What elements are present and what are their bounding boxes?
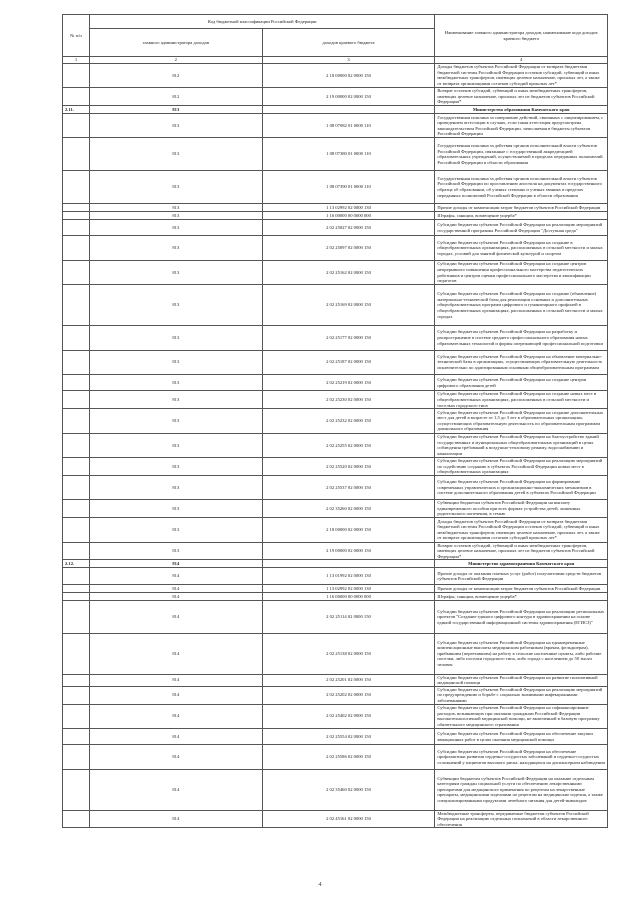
name-cell: Министерство образования Камчатского края [435,105,608,113]
admin-code-cell: 814 [90,810,263,828]
name-cell: Субвенции бюджетам субъектов Российской Федерации на оказание отдельным категориям граждан социальной услуги по обеспечению лекарственными препаратами для медицинского применения по рецептам на лекарственные препараты, медицинскими изделиями по рецептам на медицинские изделия, а также специализированными продуктами лечебного питания для детей-инвалидов [435,769,608,810]
admin-code-cell: 813 [90,518,263,542]
table-row [63,138,608,171]
table-row [63,326,608,350]
admin-code-cell: 814 [90,633,263,674]
name-cell: Субсидии бюджетам субъектов Российской Федерации на создание новых мест в общеобразовательных организациях, расположенных в сельской местности и поселках городского типа [435,391,608,409]
table-row [63,391,608,409]
income-code-cell: 2 02 25169 02 0000 150 [262,285,435,326]
row-number-cell [63,542,90,560]
admin-code-cell: 813 [90,105,263,113]
income-code-cell: 1 13 01992 02 0000 130 [262,568,435,584]
table-row [63,584,608,592]
header-index-2: 2 [90,57,263,64]
name-cell: Министерство здравоохранения Камчатского края [435,560,608,568]
table-body [63,63,608,828]
admin-code-cell: 813 [90,260,263,284]
table-row [63,568,608,584]
name-cell: Субвенции бюджетам субъектов Российской Федерации на выплату единовременного пособия при всех формах устройства детей, лишенных родительского попечения, в семью [435,500,608,518]
name-cell: Субсидии бюджетам субъектов Российской Федерации на создание в общеобразовательных организациях, расположенных в сельской местности и малых городах, условий для занятий физической культурой и спортом [435,236,608,260]
admin-code-cell: 814 [90,674,263,686]
income-code-cell: 2 19 00000 02 0000 150 [262,88,435,106]
name-cell: Субсидии бюджетам субъектов Российской Федерации на реализацию мероприятий по содействию созданию в субъектах Российской Федерации новых мест в общеобразовательных организациях [435,458,608,476]
name-cell: Прочие доходы от оказания платных услуг (работ) получателями средств бюджетов субъектов Российской Федерации [435,568,608,584]
header-adm: главного администратора доходов [90,29,263,57]
table-row [63,704,608,728]
table-row [63,745,608,769]
table-row [63,171,608,204]
income-code-cell: 2 02 25537 02 0000 150 [262,475,435,499]
admin-code-cell: 814 [90,568,263,584]
income-code-cell: 2 02 25177 02 0000 150 [262,326,435,350]
table-row [63,211,608,219]
table-row [63,500,608,518]
row-number-cell [63,220,90,236]
admin-code-cell: 814 [90,769,263,810]
name-cell: Субсидии бюджетам субъектов Российской Федерации на разработку и распространение в системе среднего профессионального образования новых образовательных технологий и формы опережающей профессиональной подготовки [435,326,608,350]
header-code: доходов краевого бюджета [262,29,435,57]
budget-table [62,14,608,828]
table-row [63,409,608,433]
income-code-cell: 2 02 25255 02 0000 150 [262,433,435,457]
table-row [63,592,608,600]
row-number-cell: 2.12. [63,560,90,568]
name-cell: Субсидии бюджетам субъектов Российской Федерации на единовременные компенсационные выплаты медицинским работникам (врачам, фельдшерам), прибывшим (переехавшим) на работу в сельские населенные пункты, либо рабочие поселки, либо поселки городского типа, либо города с населением до 50 тысяч человек [435,633,608,674]
income-code-cell: 1 13 02992 02 0000 130 [262,584,435,592]
header-group: Код бюджетной классификации Российской Федерации [90,15,435,29]
row-number-cell [63,211,90,219]
admin-code-cell: 813 [90,409,263,433]
table-row [63,285,608,326]
income-code-cell: 2 02 35460 02 0000 150 [262,769,435,810]
row-number-cell [63,601,90,634]
row-number-cell [63,391,90,409]
income-code-cell: 2 02 25554 02 0000 150 [262,728,435,744]
admin-code-cell: 813 [90,433,263,457]
income-code-cell: 2 02 25402 02 0000 150 [262,704,435,728]
admin-code-cell: 813 [90,475,263,499]
name-cell: Субсидии бюджетам субъектов Российской Федерации на обеспечение закупки авиационных работ в целях оказания медицинской помощи [435,728,608,744]
section-row [63,105,608,113]
admin-code-cell: 813 [90,211,263,219]
table-row [63,633,608,674]
row-number-cell [63,704,90,728]
header-index-row [63,57,608,64]
income-code-cell: 2 18 00000 02 0000 150 [262,518,435,542]
row-number-cell [63,409,90,433]
table-row [63,63,608,87]
row-number-cell [63,375,90,391]
table-row [63,810,608,828]
name-cell: Штрафы, санкции, возмещение ущерба* [435,592,608,600]
row-number-cell: 2.11. [63,105,90,113]
name-cell: Субсидии бюджетам субъектов Российской Федерации на создание (обновление) материально-технической базы для реализации основных и дополнительных общеобразовательных программ цифрового и гуманитарного профилей в общеобразовательных организациях, расположенных в сельской местности и малых городах [435,285,608,326]
table-row [63,88,608,106]
row-number-cell [63,633,90,674]
row-number-cell [63,568,90,584]
header-index-1: 1 [63,57,90,64]
admin-code-cell: 813 [90,138,263,171]
table-row [63,350,608,374]
income-code-cell: 1 08 07390 01 0000 110 [262,171,435,204]
admin-code-cell: 814 [90,704,263,728]
income-code-cell: 2 02 25202 02 0000 150 [262,686,435,704]
admin-code-cell: 813 [90,285,263,326]
name-cell: Субсидии бюджетам субъектов Российской Федерации на развитие паллиативной медицинской помощи [435,674,608,686]
name-cell: Субсидии бюджетам субъектов Российской Федерации на реализацию мероприятий по предупреждению и борьбе с социально значимыми инфекционными заболеваниями [435,686,608,704]
row-number-cell [63,674,90,686]
table-row [63,114,608,138]
table-row [63,220,608,236]
name-cell: Государственная пошлина за совершение действий, связанных с лицензированием, с проведением аттестации в случаях, если такая аттестация предусмотрена законодательством Российской Федерации, зачисляемая в бюджеты субъектов Российской Федерации [435,114,608,138]
admin-code-cell: 814 [90,686,263,704]
name-cell: Прочие доходы от компенсации затрат бюджетов субъектов Российской Федерации [435,203,608,211]
name-cell: Государственная пошлина за действия органов исполнительной власти субъектов Российской Федерации по проставлению апостиля на документах государственного образца об образовании, об ученых степенях и ученых званиях в пределах переданных полномочий Российской Федерации в области образования [435,171,608,204]
name-cell: Субсидии бюджетам субъектов Российской Федерации на формирование современных управленческих и организационно-экономических механизмов в системе дополнительного образования детей в субъектах Российской Федерации [435,475,608,499]
income-code-cell: 2 02 25586 02 0000 150 [262,745,435,769]
row-number-cell [63,350,90,374]
income-code-cell: 1 08 07380 01 0000 110 [262,138,435,171]
admin-code-cell: 813 [90,220,263,236]
income-code-cell: 2 02 45161 02 0000 150 [262,810,435,828]
admin-code-cell: 813 [90,203,263,211]
row-number-cell [63,769,90,810]
name-cell: Возврат остатков субсидий, субвенций и иных межбюджетных трансфертов, имеющих целевое назначение, прошлых лет из бюджетов субъектов Российской Федерации* [435,542,608,560]
row-number-cell [63,88,90,106]
admin-code-cell: 813 [90,500,263,518]
table-row [63,236,608,260]
name-cell: Субсидии бюджетам субъектов Российской Федерации на обеспечение профилактики развития сердечно-сосудистых заболеваний и сердечно-сосудистых осложнений у пациентов высокого риска, находящихся на диспансерном наблюдении [435,745,608,769]
row-number-cell [63,63,90,87]
admin-code-cell: 812 [90,88,263,106]
income-code-cell [262,105,435,113]
table-row [63,518,608,542]
header-index-4: 4 [435,57,608,64]
name-cell: Субсидии бюджетам субъектов Российской Федерации на создание центров цифрового образования детей [435,375,608,391]
table-row [63,203,608,211]
row-number-cell [63,745,90,769]
admin-code-cell: 814 [90,560,263,568]
income-code-cell: 2 02 25219 02 0000 150 [262,375,435,391]
row-number-cell [63,326,90,350]
row-number-cell [63,458,90,476]
table-row [63,728,608,744]
admin-code-cell: 814 [90,728,263,744]
table-row [63,458,608,476]
row-number-cell [63,114,90,138]
admin-code-cell: 814 [90,592,263,600]
income-code-cell: 2 02 25114 02 0000 150 [262,601,435,634]
admin-code-cell: 814 [90,584,263,592]
name-cell: Доходы бюджетов субъектов Российской Федерации от возврата бюджетами бюджетной системы Российской Федерации остатков субсидий, субвенций и иных межбюджетных трансфертов, имеющих целевое назначение, прошлых лет, а также от возврата организациями остатков субсидий прошлых лет* [435,63,608,87]
table-row [63,542,608,560]
admin-code-cell: 812 [90,63,263,87]
name-cell: Возврат остатков субсидий, субвенций и иных межбюджетных трансфертов, имеющих целевое назначение, прошлых лет из бюджетов субъектов Российской Федерации* [435,88,608,106]
name-cell: Субсидии бюджетам субъектов Российской Федерации на реализацию региональных проектов "Создание единого цифрового контура в здравоохранении на основе единой государственной информационной системы здравоохранения (ЕГИСЗ)" [435,601,608,634]
name-cell: Субсидии бюджетам субъектов Российской Федерации на создание дополнительных мест для детей в возрасте от 1,5 до 3 лет в образовательных организациях, осуществляющих образовательную деятельность по образовательным программам дошкольного образования [435,409,608,433]
income-code-cell: 2 02 25230 02 0000 150 [262,391,435,409]
header-num: № п/п [63,15,90,57]
table-row [63,260,608,284]
header-index-3: 3 [262,57,435,64]
admin-code-cell: 813 [90,391,263,409]
name-cell: Субсидии бюджетам субъектов Российской Федерации на софинансирование расходов, возникающих при оказании гражданам Российской Федерации высокотехнологичной медицинской помощи, не включенной в базовую программу обязательного медицинского страхования [435,704,608,728]
name-cell: Субсидии бюджетам субъектов Российской Федерации на благоустройство зданий государственных и муниципальных общеобразовательных организаций в целях соблюдения требований к воздушно-тепловому режиму, водоснабжению и канализации [435,433,608,457]
row-number-cell [63,433,90,457]
row-number-cell [63,728,90,744]
name-cell: Субсидии бюджетам субъектов Российской Федерации на обновление материально-технической базы в организациях, осуществляющих образовательную деятельность исключительно по адаптированным основным общеобразовательным программам [435,350,608,374]
income-code-cell: 1 08 07082 01 0000 110 [262,114,435,138]
admin-code-cell: 813 [90,350,263,374]
row-number-cell [63,500,90,518]
income-code-cell: 2 02 25201 02 0000 150 [262,674,435,686]
row-number-cell [63,171,90,204]
section-row [63,560,608,568]
income-code-cell: 2 19 00000 02 0000 150 [262,542,435,560]
income-code-cell: 2 18 00000 02 0000 150 [262,63,435,87]
income-code-cell: 2 02 25097 02 0000 150 [262,236,435,260]
row-number-cell [63,810,90,828]
table-row [63,475,608,499]
header-row [63,15,608,29]
admin-code-cell: 814 [90,745,263,769]
row-number-cell [63,686,90,704]
name-cell: Государственная пошлина за действия органов исполнительной власти субъектов Российской Федерации, связанные с государственной аккредитацией образовательных учреждений, осуществляемой в пределах переданных полномочий Российской Федерации в области образования [435,138,608,171]
income-code-cell: 1 16 00000 00 0000 000 [262,211,435,219]
admin-code-cell: 813 [90,236,263,260]
admin-code-cell: 813 [90,114,263,138]
income-code-cell [262,560,435,568]
page-number: 4 [318,882,322,888]
row-number-cell [63,236,90,260]
row-number-cell [63,518,90,542]
admin-code-cell: 813 [90,326,263,350]
income-code-cell: 2 02 25232 02 0000 150 [262,409,435,433]
name-cell: Доходы бюджетов субъектов Российской Федерации от возврата бюджетами бюджетной системы Российской Федерации остатков субсидий, субвенций и иных межбюджетных трансфертов, имеющих целевое назначение, прошлых лет, а также от возврата организациями остатков субсидий прошлых лет* [435,518,608,542]
row-number-cell [63,475,90,499]
name-cell: Межбюджетные трансферты, передаваемые бюджетам субъектов Российской Федерации на реализацию отдельных полномочий в области лекарственного обеспечения [435,810,608,828]
admin-code-cell: 813 [90,171,263,204]
income-code-cell: 1 16 00000 00 0000 000 [262,592,435,600]
header-name: Наименование главного администратора доходов, наименование кода доходов краевого бюджета [435,15,608,57]
table-row [63,686,608,704]
table-row [63,433,608,457]
name-cell: Прочие доходы от компенсации затрат бюджетов субъектов Российской Федерации [435,584,608,592]
admin-code-cell: 813 [90,542,263,560]
row-number-cell [63,260,90,284]
row-number-cell [63,592,90,600]
admin-code-cell: 813 [90,375,263,391]
table-row [63,375,608,391]
income-code-cell: 2 02 35260 02 0000 150 [262,500,435,518]
income-code-cell: 2 02 25162 02 0000 150 [262,260,435,284]
row-number-cell [63,285,90,326]
income-code-cell: 2 02 25187 02 0000 150 [262,350,435,374]
table-row [63,601,608,634]
name-cell: Субсидии бюджетам субъектов Российской Федерации на создание центров непрерывного повышения профессионального мастерства педагогических работников и центров оценки профессионального мастерства и квалификации педагогов [435,260,608,284]
row-number-cell [63,203,90,211]
row-number-cell [63,138,90,171]
income-code-cell: 2 02 25520 02 0000 150 [262,458,435,476]
table-row [63,674,608,686]
income-code-cell: 1 13 02992 02 0000 130 [262,203,435,211]
table-row [63,769,608,810]
name-cell: Субсидии бюджетам субъектов Российской Федерации на реализацию мероприятий государственной программы Российской Федерации "Доступная среда" [435,220,608,236]
name-cell: Штрафы, санкции, возмещение ущерба* [435,211,608,219]
admin-code-cell: 814 [90,601,263,634]
row-number-cell [63,584,90,592]
admin-code-cell: 813 [90,458,263,476]
income-code-cell: 2 02 25138 02 0000 150 [262,633,435,674]
income-code-cell: 2 02 25027 02 0000 150 [262,220,435,236]
